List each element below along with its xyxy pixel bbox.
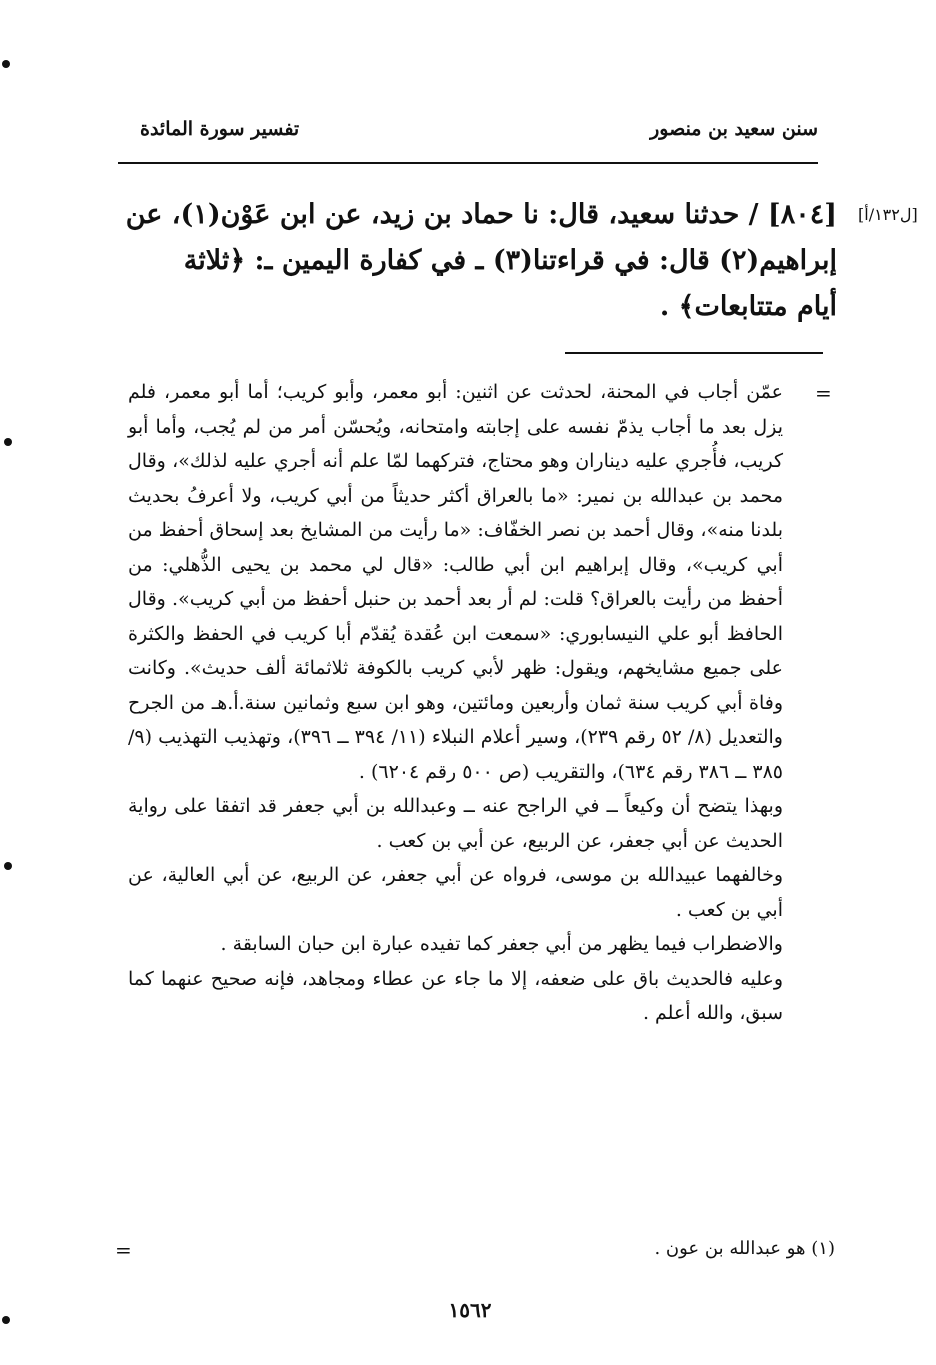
scan-mark [4, 438, 12, 446]
manuscript-folio-ref: [ل١٣٢/أ] [858, 205, 918, 224]
commentary-paragraph: وعليه فالحديث باق على ضعفه، إلا ما جاء عن عطاء ومجاهد، فإنه صحيح عنهما كما سبق، والله أعلم . [128, 967, 783, 1024]
scan-mark [4, 862, 12, 870]
commentary-paragraph: والاضطراب فيما يظهر من أبي جعفر كما تفيده عبارة ابن حبان السابقة . [220, 933, 783, 955]
hadith-line: [٨٠٤] / حدثنا سعيد، قال: نا حماد بن زيد، عن ابن عَوْن(١)، عن [125, 199, 837, 230]
footnote-continuation-marker: = [115, 1238, 132, 1262]
commentary-paragraph: وخالفهما عبيدالله بن موسى، فرواه عن أبي جعفر، عن الربيع، عن أبي العالية، عن أبي بن كعب . [128, 864, 783, 921]
footnote-divider [565, 352, 823, 354]
continuation-marker: = [815, 381, 832, 405]
book-title: سنن سعيد بن منصور [650, 118, 818, 140]
scan-mark [2, 1316, 10, 1324]
page-number: ١٥٦٢ [448, 1298, 492, 1322]
commentary-paragraph: وبهذا يتضح أن وكيعاً ــ في الراجح عنه ــ وعبدالله بن أبي جعفر قد اتفقا على رواية الحديث عن أبي جعفر، عن الربيع، عن أبي بن كعب . [128, 795, 783, 852]
hadith-line: أيام متتابعات﴾ . [659, 291, 837, 322]
header-divider [118, 162, 818, 164]
hadith-line: إبراهيم(٢) قال: في قراءتنا(٣) ـ في كفارة اليمين ـ: ﴿ثلاثة [183, 245, 837, 276]
scan-mark [2, 60, 10, 68]
commentary-paragraph: عمّن أجاب في المحنة، لحدثت عن اثنين: أبو معمر، وأبو كريب؛ أما أبو معمر، فلم يزل بعد ما أجاب يذمّ نفسه على إجابته وامتحانه، ويُحسّن أمر من لم يُجب، وأما أبو كريب، فأُجري عليه ديناران وهو محتاج، فتركهما لمّا علم أنه أجري عليه لذلك»، وقال محمد بن عبدالله بن نمير: «ما بالعراق أكثر حديثاً من أبي كريب، ولا أعرفُ بحديث بلدنا منه»، وقال أحمد بن نصر الخفّاف: «ما رأيت من المشايخ بعد إسحاق أحفظ من أبي كريب»، وقال إبراهيم ابن أبي طالب: «قال لي محمد بن يحيى الذُّهلي: من أحفظ من رأيت بالعراق؟ قلت: لم أر بعد أحمد بن حنبل أحفظ من أبي كريب». وقال الحافظ أبو علي النيسابوري: «سمعت ابن عُقدة يُقدّم أبا كريب في الحفظ والكثرة على جميع مشايخهم، ويقول: ظهر لأبي كريب بالكوفة ثلاثمائة ألف حديث». وكانت وفاة أبي كريب سنة ثمان وأربعين ومائتين، وهو ابن سبع وثمانين سنة.أ.هـ من الجرح والتعديل (٨/ ٥٢ رقم ٢٣٩)، وسير أعلام النبلاء (١١/ ٣٩٤ ــ ٣٩٦)، وتهذيب التهذيب (٩/ ٣٨٥ ــ ٣٨٦ رقم ٦٣٤)، والتقريب (ص ٥٠٠ رقم ٦٢٠٤) . [128, 381, 783, 783]
section-title: تفسير سورة المائدة [140, 118, 300, 140]
commentary-block [128, 375, 783, 1031]
footnote: (١) هو عبدالله بن عون . [654, 1238, 835, 1259]
hadith-text [125, 192, 837, 330]
